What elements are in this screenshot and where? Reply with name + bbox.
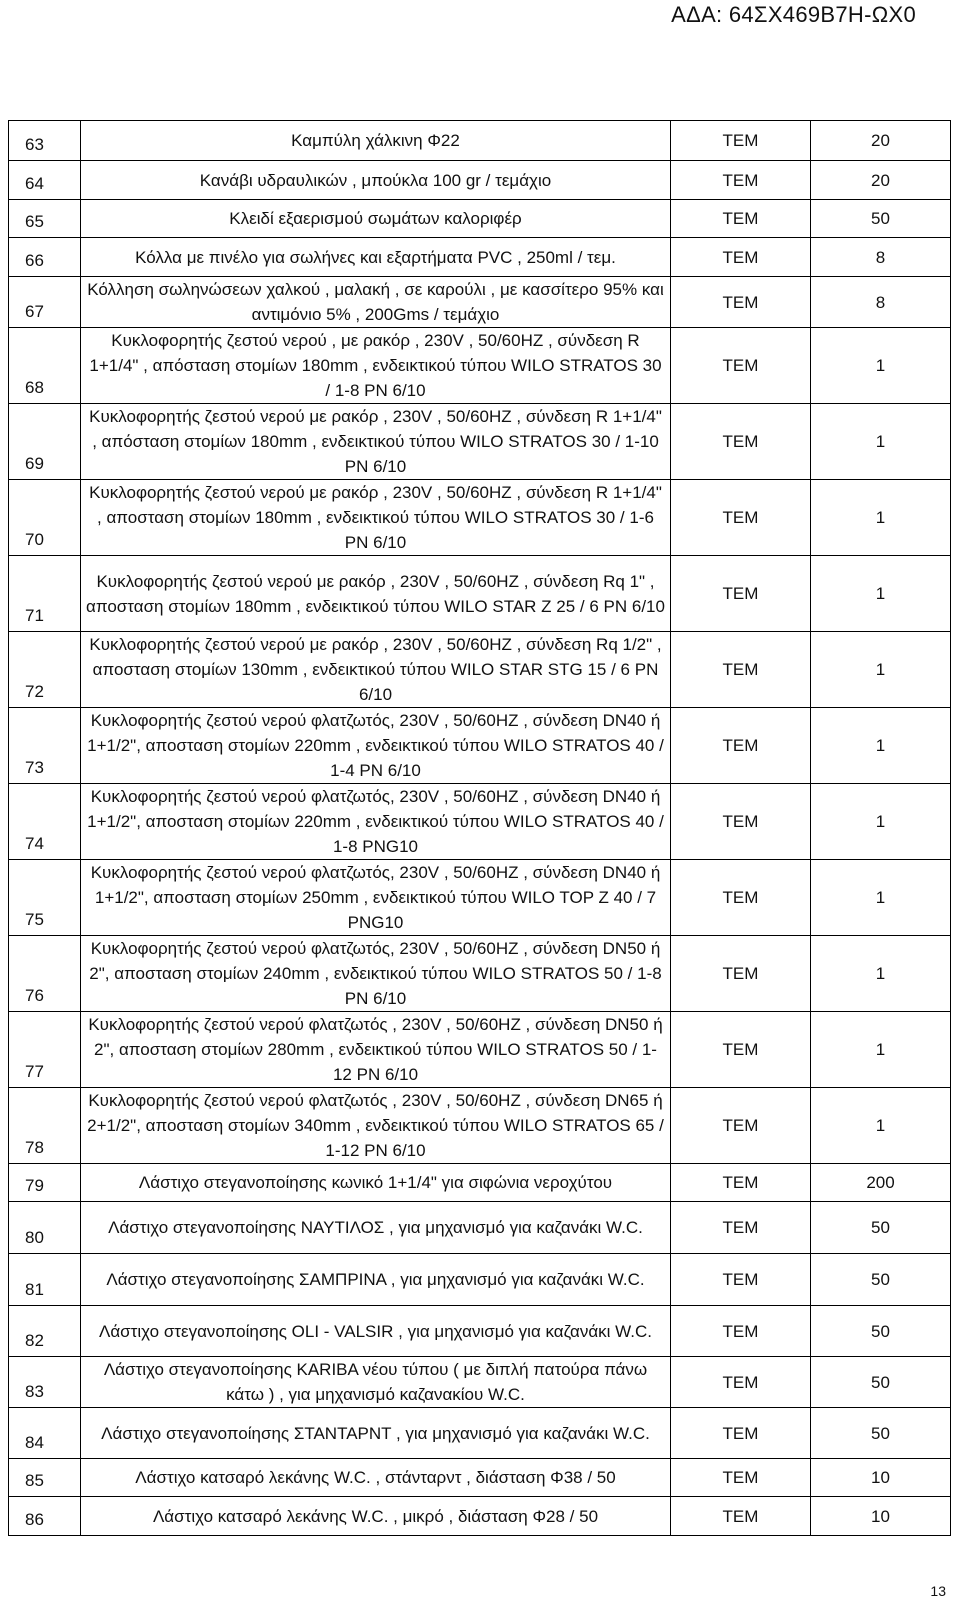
row-number: 65 [9, 200, 81, 238]
table-row [9, 556, 951, 632]
item-description: Κόλλα με πινέλο για σωλήνες και εξαρτήματα PVC , 250ml / τεμ. [81, 238, 671, 277]
row-number: 80 [9, 1202, 81, 1254]
item-description: Λάστιχο στεγανοποίησης ΣΤΑΝΤΑΡΝΤ , για μηχανισμό για καζανάκι W.C. [81, 1408, 671, 1459]
row-number: 74 [9, 784, 81, 860]
unit-cell: ΤΕΜ [671, 277, 811, 328]
quantity-cell: 1 [811, 328, 951, 404]
table-row [9, 277, 951, 328]
row-number: 85 [9, 1459, 81, 1497]
unit-cell: ΤΕΜ [671, 708, 811, 784]
unit-cell: ΤΕΜ [671, 161, 811, 200]
table-row [9, 1164, 951, 1202]
table-row [9, 632, 951, 708]
unit-cell: ΤΕΜ [671, 556, 811, 632]
quantity-cell: 1 [811, 784, 951, 860]
quantity-cell: 1 [811, 1088, 951, 1164]
unit-cell: ΤΕΜ [671, 1012, 811, 1088]
table-row [9, 708, 951, 784]
quantity-cell: 8 [811, 238, 951, 277]
item-description: Κυκλοφορητής ζεστού νερού , με ρακόρ , 230V , 50/60HZ , σύνδεση R 1+1/4" , απόσταση στομίων 180mm , ενδεικτικού τύπου WILO STRATOS 30 / 1-8 PN 6/10 [81, 328, 671, 404]
table-row [9, 404, 951, 480]
row-number: 78 [9, 1088, 81, 1164]
unit-cell: ΤΕΜ [671, 1408, 811, 1459]
item-description: Κλειδί εξαερισμού σωμάτων καλοριφέρ [81, 200, 671, 238]
item-description: Κυκλοφορητής ζεστού νερού φλατζωτός, 230V , 50/60HZ , σύνδεση DN50 ή 2", αποσταση στομίων 240mm , ενδεικτικού τύπου WILO STRATOS 50 / 1-8 PN 6/10 [81, 936, 671, 1012]
quantity-cell: 200 [811, 1164, 951, 1202]
table-row [9, 200, 951, 238]
unit-cell: ΤΕΜ [671, 1497, 811, 1536]
row-number: 70 [9, 480, 81, 556]
table-row [9, 1357, 951, 1408]
quantity-cell: 1 [811, 632, 951, 708]
item-description: Κυκλοφορητής ζεστού νερού φλατζωτός , 230V , 50/60HZ , σύνδεση DN50 ή 2", αποσταση στομίων 280mm , ενδεικτικού τύπου WILO STRATOS 50 / 1-12 PN 6/10 [81, 1012, 671, 1088]
unit-cell: ΤΕΜ [671, 480, 811, 556]
item-description: Κυκλοφορητής ζεστού νερού με ρακόρ , 230V , 50/60HZ , σύνδεση Rq 1/2" , αποσταση στομίων 130mm , ενδεικτικού τύπου WILO STAR STG 15 / 6 PN 6/10 [81, 632, 671, 708]
item-description: Κυκλοφορητής ζεστού νερού με ρακόρ , 230V , 50/60HZ , σύνδεση R 1+1/4" , αποσταση στομίων 180mm , ενδεικτικού τύπου WILO STRATOS 30 / 1-6 PN 6/10 [81, 480, 671, 556]
table-row [9, 1408, 951, 1459]
quantity-cell: 50 [811, 1408, 951, 1459]
row-number: 64 [9, 161, 81, 200]
quantity-cell: 20 [811, 121, 951, 161]
item-description: Κυκλοφορητής ζεστού νερού με ρακόρ , 230V , 50/60HZ , σύνδεση Rq 1" , αποσταση στομίων 180mm , ενδεικτικού τύπου WILO STAR Z 25 / 6 PN 6/10 [81, 556, 671, 632]
item-description: Λάστιχο στεγανοποίησης KARIBA νέου τύπου ( με διπλή πατούρα πάνω κάτω ) , για μηχανισμό καζανακίου W.C. [81, 1357, 671, 1408]
unit-cell: ΤΕΜ [671, 784, 811, 860]
table-row [9, 1012, 951, 1088]
quantity-cell: 20 [811, 161, 951, 200]
unit-cell: ΤΕΜ [671, 200, 811, 238]
quantity-cell: 1 [811, 1012, 951, 1088]
item-description: Κανάβι υδραυλικών , μπούκλα 100 gr / τεμάχιο [81, 161, 671, 200]
item-description: Λάστιχο κατσαρό λεκάνης W.C. , στάνταρντ , διάσταση Φ38 / 50 [81, 1459, 671, 1497]
row-number: 72 [9, 632, 81, 708]
unit-cell: ΤΕΜ [671, 1306, 811, 1357]
item-description: Κυκλοφορητής ζεστού νερού με ρακόρ , 230V , 50/60HZ , σύνδεση R 1+1/4" , απόσταση στομίων 180mm , ενδεικτικού τύπου WILO STRATOS 30 / 1-10 PN 6/10 [81, 404, 671, 480]
unit-cell: ΤΕΜ [671, 121, 811, 161]
item-description: Λάστιχο στεγανοποίησης κωνικό 1+1/4" για σιφώνια νεροχύτου [81, 1164, 671, 1202]
unit-cell: ΤΕΜ [671, 1164, 811, 1202]
quantity-cell: 50 [811, 1254, 951, 1306]
quantity-cell: 50 [811, 1357, 951, 1408]
table-row [9, 161, 951, 200]
table-row [9, 936, 951, 1012]
unit-cell: ΤΕΜ [671, 1357, 811, 1408]
unit-cell: ΤΕΜ [671, 1202, 811, 1254]
quantity-cell: 8 [811, 277, 951, 328]
unit-cell: ΤΕΜ [671, 1088, 811, 1164]
quantity-cell: 1 [811, 708, 951, 784]
item-description: Κυκλοφορητής ζεστού νερού φλατζωτός, 230V , 50/60HZ , σύνδεση DN40 ή 1+1/2", αποσταση στομίων 250mm , ενδεικτικού τύπου WILO TOP Z 40 / 7 PNG10 [81, 860, 671, 936]
page-number: 13 [930, 1583, 946, 1599]
item-description: Λάστιχο στεγανοποίησης ΣΑΜΠΡΙΝΑ , για μηχανισμό για καζανάκι W.C. [81, 1254, 671, 1306]
row-number: 71 [9, 556, 81, 632]
unit-cell: ΤΕΜ [671, 632, 811, 708]
row-number: 81 [9, 1254, 81, 1306]
quantity-cell: 10 [811, 1497, 951, 1536]
row-number: 76 [9, 936, 81, 1012]
table-row [9, 784, 951, 860]
table-row [9, 238, 951, 277]
quantity-cell: 50 [811, 200, 951, 238]
unit-cell: ΤΕΜ [671, 860, 811, 936]
unit-cell: ΤΕΜ [671, 404, 811, 480]
row-number: 73 [9, 708, 81, 784]
quantity-cell: 50 [811, 1306, 951, 1357]
item-description: Κυκλοφορητής ζεστού νερού φλατζωτός, 230V , 50/60HZ , σύνδεση DN40 ή 1+1/2", αποσταση στομίων 220mm , ενδεικτικού τύπου WILO STRATOS 40 / 1-8 PNG10 [81, 784, 671, 860]
row-number: 69 [9, 404, 81, 480]
table-row [9, 1459, 951, 1497]
table-row [9, 480, 951, 556]
row-number: 86 [9, 1497, 81, 1536]
row-number: 83 [9, 1357, 81, 1408]
quantity-cell: 1 [811, 480, 951, 556]
table-row [9, 1306, 951, 1357]
unit-cell: ΤΕΜ [671, 238, 811, 277]
table-row [9, 1202, 951, 1254]
row-number: 63 [9, 121, 81, 161]
row-number: 75 [9, 860, 81, 936]
quantity-cell: 1 [811, 404, 951, 480]
item-description: Κυκλοφορητής ζεστού νερού φλατζωτός, 230V , 50/60HZ , σύνδεση DN40 ή 1+1/2", αποσταση στομίων 220mm , ενδεικτικού τύπου WILO STRATOS 40 / 1-4 PN 6/10 [81, 708, 671, 784]
row-number: 68 [9, 328, 81, 404]
item-description: Λάστιχο στεγανοποίησης OLI - VALSIR , για μηχανισμό για καζανάκι W.C. [81, 1306, 671, 1357]
quantity-cell: 1 [811, 860, 951, 936]
row-number: 67 [9, 277, 81, 328]
items-table [8, 120, 951, 1536]
quantity-cell: 50 [811, 1202, 951, 1254]
unit-cell: ΤΕΜ [671, 1459, 811, 1497]
row-number: 66 [9, 238, 81, 277]
quantity-cell: 10 [811, 1459, 951, 1497]
quantity-cell: 1 [811, 936, 951, 1012]
item-description: Κόλληση σωληνώσεων χαλκού , μαλακή , σε καρούλι , με κασσίτερο 95% και αντιμόνιο 5% , 200Gms / τεμάχιο [81, 277, 671, 328]
table-row [9, 328, 951, 404]
row-number: 77 [9, 1012, 81, 1088]
ada-code: ΑΔΑ: 64ΣΧ469Β7Η-ΩΧ0 [671, 2, 916, 27]
row-number: 79 [9, 1164, 81, 1202]
item-description: Λάστιχο στεγανοποίησης ΝΑΥΤΙΛΟΣ , για μηχανισμό για καζανάκι W.C. [81, 1202, 671, 1254]
table-row [9, 1497, 951, 1536]
item-description: Καμπύλη χάλκινη Φ22 [81, 121, 671, 161]
quantity-cell: 1 [811, 556, 951, 632]
row-number: 84 [9, 1408, 81, 1459]
unit-cell: ΤΕΜ [671, 1254, 811, 1306]
unit-cell: ΤΕΜ [671, 936, 811, 1012]
item-description: Λάστιχο κατσαρό λεκάνης W.C. , μικρό , διάσταση Φ28 / 50 [81, 1497, 671, 1536]
unit-cell: ΤΕΜ [671, 328, 811, 404]
table-row [9, 860, 951, 936]
row-number: 82 [9, 1306, 81, 1357]
table-row [9, 1088, 951, 1164]
table-row [9, 1254, 951, 1306]
item-description: Κυκλοφορητής ζεστού νερού φλατζωτός , 230V , 50/60HZ , σύνδεση DN65 ή 2+1/2", αποσταση στομίων 340mm , ενδεικτικού τύπου WILO STRATOS 65 / 1-12 PN 6/10 [81, 1088, 671, 1164]
table-row [9, 121, 951, 161]
